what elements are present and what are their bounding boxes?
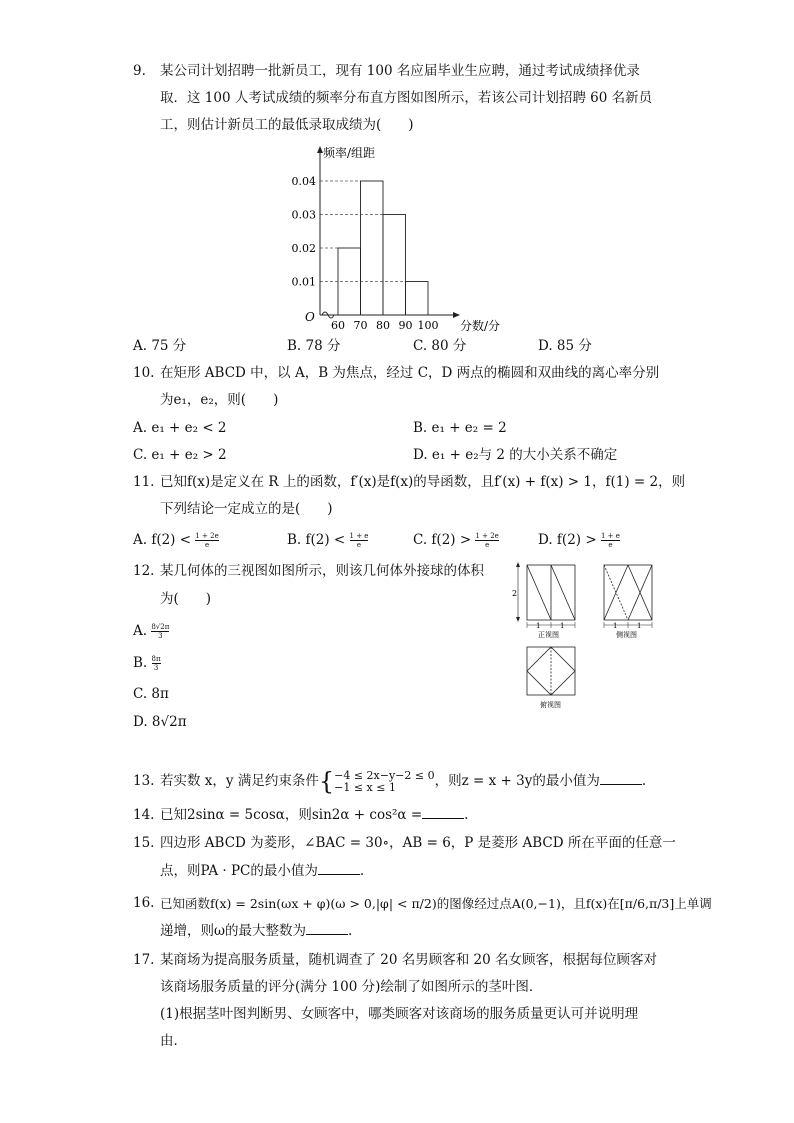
fraction-numerator: 1 + e (600, 532, 620, 540)
fraction-denominator: 3 (152, 663, 161, 672)
fraction-denominator: e (350, 540, 369, 549)
question-text: 若实数 x，y 满足约束条件 (160, 773, 319, 789)
top-view (527, 647, 575, 695)
option-a[interactable]: A. 75 分 (133, 338, 187, 354)
constraint-2: −1 ≤ x ≤ 1 (334, 780, 396, 794)
option-label: D. f(2) > (538, 532, 597, 548)
y-tick-label: 0.03 (291, 208, 316, 222)
y-tick-label: 0.01 (291, 275, 316, 289)
option-a[interactable] (133, 527, 219, 554)
option-c[interactable]: C. e₁ + e₂ > 2 (133, 447, 227, 463)
question-text: 点，则PA · PC的最小值为 (160, 863, 318, 879)
answer-blank[interactable] (318, 860, 360, 875)
x-axis-label: 分数/分 (460, 319, 501, 333)
option-a[interactable]: A. e₁ + e₂ < 2 (133, 420, 227, 436)
question-text-line: 四边形 ABCD 为菱形，∠BAC = 30∘，AB = 6，P 是菱形 ABCD 所在平面的任意一 (160, 835, 676, 851)
question-text-line: 该商场服务质量的评分(满分 100 分)绘制了如图所示的茎叶图． (160, 979, 543, 995)
period: . (359, 863, 365, 879)
question-text-line: 某商场为提高服务质量，随机调查了 20 名男顾客和 20 名女顾客，根据每位顾客对 (160, 952, 658, 968)
brace-icon: { (318, 767, 335, 796)
option-b[interactable]: B. e₁ + e₂ = 2 (413, 420, 507, 436)
question-text-line: (1)根据茎叶图判断男、女顾客中，哪类顾客对该商场的服务质量更认可并说明理 (160, 1006, 639, 1022)
fraction-numerator: 8√2π (151, 623, 170, 631)
fraction-numerator: 1 + 2e (195, 532, 219, 540)
question-text-line: 某公司计划招聘一批新员工，现有 100 名应届毕业生应聘，通过考试成绩择优录 (160, 63, 640, 79)
question-text-line: 下列结论一定成立的是( ) (160, 501, 333, 517)
arrow-up-icon (516, 562, 520, 567)
arrow-down-icon (516, 617, 520, 622)
width-label: 1 (613, 622, 618, 630)
fraction-numerator: 1 + 2e (475, 532, 499, 540)
x-tick-label: 70 (353, 319, 368, 332)
question-text: ，则z = x + 3y的最小值为 (434, 773, 600, 789)
question-text-line: 由． (160, 1033, 187, 1049)
question-text-line (160, 802, 468, 829)
question-text: 递增，则ω的最大整数为 (160, 923, 307, 939)
option-c[interactable] (413, 527, 499, 554)
fraction (350, 532, 369, 549)
question-number: 11. (133, 474, 155, 490)
x-tick-label: 100 (417, 319, 439, 332)
period: . (641, 773, 647, 789)
front-view-caption: 正视图 (538, 631, 559, 639)
answer-blank[interactable] (600, 770, 642, 785)
fraction (601, 532, 620, 549)
option-label: C. f(2) > (413, 532, 472, 548)
question-text-line (160, 768, 646, 795)
question-text: 已知2sinα = 5cosα，则sin2α + cos²α = (160, 807, 423, 823)
question-text-line: 在矩形 ABCD 中，以 A，B 为焦点，经过 C，D 两点的椭圆和双曲线的离心率分别 (160, 365, 660, 381)
side-view-edge (604, 565, 628, 620)
option-label: B. (133, 655, 148, 671)
fraction-denominator: e (475, 540, 498, 549)
question-number: 16. (133, 895, 155, 911)
option-label: B. f(2) < (287, 532, 346, 548)
front-view-edge (527, 565, 551, 620)
width-label: 1 (536, 622, 541, 630)
x-tick-label: 80 (376, 319, 390, 332)
three-view-diagram (508, 560, 678, 715)
question-text-line: 取．这 100 人考试成绩的频率分布直方图如图所示，若该公司计划招聘 60 名新员 (160, 90, 653, 106)
fraction-denominator: e (601, 540, 620, 549)
question-text-line (160, 858, 364, 885)
y-tick-label: 0.04 (291, 175, 316, 188)
question-text-line: 某几何体的三视图如图所示，则该几何体外接球的体积 (160, 563, 484, 579)
frequency-histogram (290, 140, 520, 340)
fraction (151, 623, 169, 640)
option-label: A. f(2) < (133, 532, 192, 548)
option-b[interactable]: B. 78 分 (287, 338, 341, 354)
side-view (604, 565, 652, 628)
question-number: 15. (133, 835, 155, 851)
question-text-line: 为( ) (160, 591, 212, 607)
period: . (464, 807, 469, 823)
x-tick-label: 60 (331, 319, 345, 332)
x-tick-label: 90 (398, 319, 413, 332)
option-d[interactable]: D. e₁ + e₂与 2 的大小关系不确定 (413, 447, 618, 463)
histogram-bar (361, 181, 384, 315)
fraction (152, 655, 161, 672)
question-text-line: 已知f(x)是定义在 R 上的函数，f′(x)是f(x)的导函数，且f′(x) + f(x) > 1，f(1) = 2，则 (160, 474, 686, 490)
answer-blank[interactable] (306, 920, 348, 935)
constraint-1: −4 ≤ 2x−y−2 ≤ 0 (334, 768, 435, 782)
option-c[interactable]: C. 80 分 (413, 338, 467, 354)
fraction (475, 532, 498, 549)
fraction (195, 532, 218, 549)
y-tick-label: 0.02 (291, 242, 316, 255)
origin-label: O (305, 310, 315, 324)
option-b[interactable] (133, 650, 161, 677)
question-text-line (160, 918, 352, 945)
question-text-line: 已知函数f(x) = 2sin(ωx + φ)(ω > 0,|φ| < π/2)的图像经过点A(0,−1)，且f(x)在[π/6,π/3]上单调 (160, 896, 712, 911)
fraction-denominator: 3 (151, 631, 169, 640)
option-b[interactable] (287, 527, 368, 554)
question-text-line: 为e₁，e₂，则( ) (160, 392, 279, 408)
fraction-numerator: 8π (151, 655, 161, 663)
fraction-denominator: e (195, 540, 218, 549)
front-view (516, 562, 575, 628)
option-d[interactable]: D. 8√2π (133, 714, 187, 730)
option-a[interactable] (133, 618, 169, 645)
option-c[interactable]: C. 8π (133, 686, 169, 702)
histogram-bar (383, 215, 406, 316)
period: . (348, 923, 353, 939)
front-view-edge (551, 565, 575, 620)
question-number: 13. (133, 773, 155, 789)
width-label: 1 (637, 622, 642, 630)
option-label: A. (133, 623, 148, 639)
fraction-numerator: 1 + e (349, 532, 369, 540)
width-label: 1 (560, 622, 565, 630)
question-number: 12. (133, 563, 155, 579)
answer-blank[interactable] (422, 804, 464, 819)
side-view-caption: 侧视图 (616, 631, 637, 639)
question-number: 10. (133, 365, 155, 381)
question-text-line: 工，则估计新员工的最低录取成绩为( ) (160, 117, 414, 133)
y-axis-label: 频率/组距 (323, 146, 376, 160)
constraint-system (334, 770, 434, 794)
top-view-caption: 俯视图 (540, 701, 561, 709)
side-view-rect (604, 565, 652, 620)
question-number: 17. (133, 952, 155, 968)
option-d[interactable]: D. 85 分 (538, 338, 592, 354)
question-number: 9. (133, 63, 146, 79)
height-label: 2 (512, 589, 518, 598)
option-d[interactable] (538, 527, 620, 554)
question-number: 14. (133, 807, 155, 823)
histogram-bar (406, 282, 429, 316)
x-axis-arrow-icon (453, 312, 460, 318)
